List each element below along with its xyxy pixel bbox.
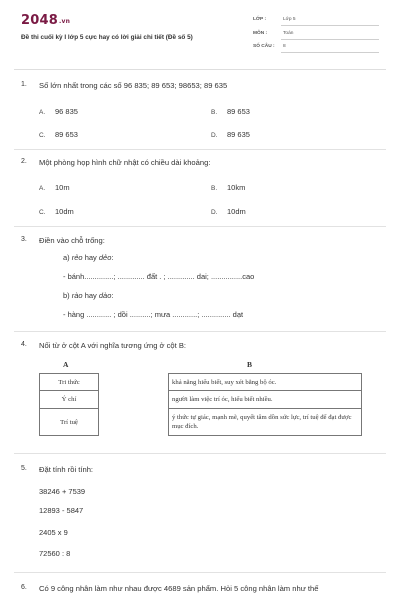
option-a[interactable] <box>39 107 78 116</box>
column-b-cell[interactable]: khả năng hiểu biết, suy xét bằng bộ óc. <box>169 374 362 391</box>
part-b-blanks[interactable]: - hàng ............ ; dồi ..........; mưa ............; .............. dạt <box>63 310 244 319</box>
question-text: Nối từ ở cột A với nghĩa tương ứng ở cột B: <box>39 341 187 350</box>
meta-count-label: SỐ CÂU : <box>253 44 275 49</box>
question-number: 5. <box>21 465 27 472</box>
meta-subject-value: Toán <box>283 31 294 36</box>
word-choice-1: rẻo <box>71 253 83 262</box>
table-row <box>169 409 362 436</box>
word-colon: : <box>111 291 114 300</box>
column-a-heading: A <box>63 360 69 369</box>
document-title: Đề thi cuối kỳ I lớp 5 cực hay có lời giải chi tiết (Đề số 5) <box>21 34 193 41</box>
option-c[interactable] <box>39 130 78 139</box>
question-text: Đặt tính rồi tính: <box>39 465 94 474</box>
option-text: 10m <box>55 183 70 192</box>
option-letter: B. <box>211 109 218 116</box>
question-number: 1. <box>21 81 27 88</box>
table-row <box>40 391 99 409</box>
table-row <box>169 391 362 409</box>
word-choice-2: dẻo <box>98 253 112 262</box>
option-letter: A. <box>39 185 46 192</box>
section-divider <box>14 572 386 573</box>
option-text: 10dm <box>227 207 246 216</box>
meta-subject-label: MÔN : <box>253 31 268 36</box>
meta-subject-row <box>253 30 379 40</box>
option-text: 89 653 <box>55 130 78 139</box>
option-letter: A. <box>39 109 46 116</box>
header-divider <box>14 69 386 70</box>
option-letter: C. <box>39 132 46 139</box>
option-letter: B. <box>211 185 218 192</box>
option-letter: D. <box>211 209 218 216</box>
question-text: Một phòng họp hình chữ nhật có chiều dài khoảng: <box>39 158 211 167</box>
question-3 <box>21 236 383 326</box>
column-b-heading: B <box>247 360 253 369</box>
part-label: b) <box>63 291 72 300</box>
question-number: 6. <box>21 584 27 591</box>
logo-suffix: .vn <box>58 18 71 25</box>
meta-divider <box>281 25 379 26</box>
calculation-item: 38246 + 7539 <box>39 487 86 496</box>
table-row <box>169 374 362 391</box>
question-6 <box>21 584 383 598</box>
option-letter: C. <box>39 209 46 216</box>
section-divider <box>14 226 386 227</box>
part-label: a) <box>63 253 72 262</box>
word-connector: hay <box>82 253 99 262</box>
logo-text: 2048 <box>21 13 58 28</box>
question-2 <box>21 158 383 228</box>
meta-divider <box>281 52 379 53</box>
calculation-item: 12893 - 5847 <box>39 506 84 515</box>
option-d[interactable] <box>211 130 250 139</box>
option-text: 10km <box>227 183 246 192</box>
option-text: 10dm <box>55 207 74 216</box>
option-b[interactable] <box>211 183 245 192</box>
meta-count-value: 8 <box>283 44 286 49</box>
question-text: Có 9 công nhân làm như nhau được 4689 sản phẩm. Hỏi 5 công nhân làm như thế <box>39 584 319 593</box>
option-text: 96 835 <box>55 107 78 116</box>
question-text: Số lớn nhất trong các số 96 835; 89 653; 98653; 89 635 <box>39 81 228 90</box>
option-b[interactable] <box>211 107 250 116</box>
option-text: 89 635 <box>227 130 250 139</box>
meta-count-row <box>253 43 379 53</box>
part-a-heading <box>63 253 113 262</box>
meta-class-row <box>253 16 379 26</box>
table-row <box>40 409 99 436</box>
column-a-cell[interactable]: Ý chí <box>40 391 99 409</box>
option-a[interactable] <box>39 183 70 192</box>
word-choice-1: rào <box>71 291 83 300</box>
section-divider <box>14 149 386 150</box>
meta-divider <box>281 39 379 40</box>
question-4 <box>21 341 383 353</box>
column-a-table <box>39 373 99 436</box>
word-colon: : <box>111 253 114 262</box>
column-b-cell[interactable]: ý thức tự giác, mạnh mẽ, quyết tâm dồn sức lực, trí tuệ để đạt được mục đích. <box>169 409 362 436</box>
question-number: 3. <box>21 236 27 243</box>
option-letter: D. <box>211 132 218 139</box>
calculation-item: 72560 : 8 <box>39 549 71 558</box>
part-a-blanks[interactable]: - bánh..............; ............. đất . ; ............. dai; ...............cao <box>63 272 255 281</box>
question-text: Điền vào chỗ trống: <box>39 236 105 245</box>
word-choice-2: dào <box>98 291 112 300</box>
question-1 <box>21 81 383 151</box>
column-a-cell[interactable]: Trí tuệ <box>40 409 99 436</box>
option-d[interactable] <box>211 207 246 216</box>
column-a-cell[interactable]: Tri thức <box>40 374 99 391</box>
column-b-cell[interactable]: người làm việc trí óc, hiểu biết nhiều. <box>169 391 362 409</box>
section-divider <box>14 331 386 332</box>
word-connector: hay <box>82 291 99 300</box>
column-b-table <box>168 373 362 436</box>
document-header <box>0 0 400 75</box>
calculation-item: 2405 x 9 <box>39 528 68 537</box>
meta-class-value: Lớp 5 <box>283 17 296 22</box>
question-number: 4. <box>21 341 27 348</box>
option-text: 89 653 <box>227 107 250 116</box>
option-c[interactable] <box>39 207 74 216</box>
table-row <box>40 374 99 391</box>
question-number: 2. <box>21 158 27 165</box>
part-b-heading <box>63 291 113 300</box>
section-divider <box>14 453 386 454</box>
meta-class-label: LỚP : <box>253 17 267 22</box>
site-logo[interactable] <box>21 13 70 28</box>
question-5 <box>21 465 383 565</box>
